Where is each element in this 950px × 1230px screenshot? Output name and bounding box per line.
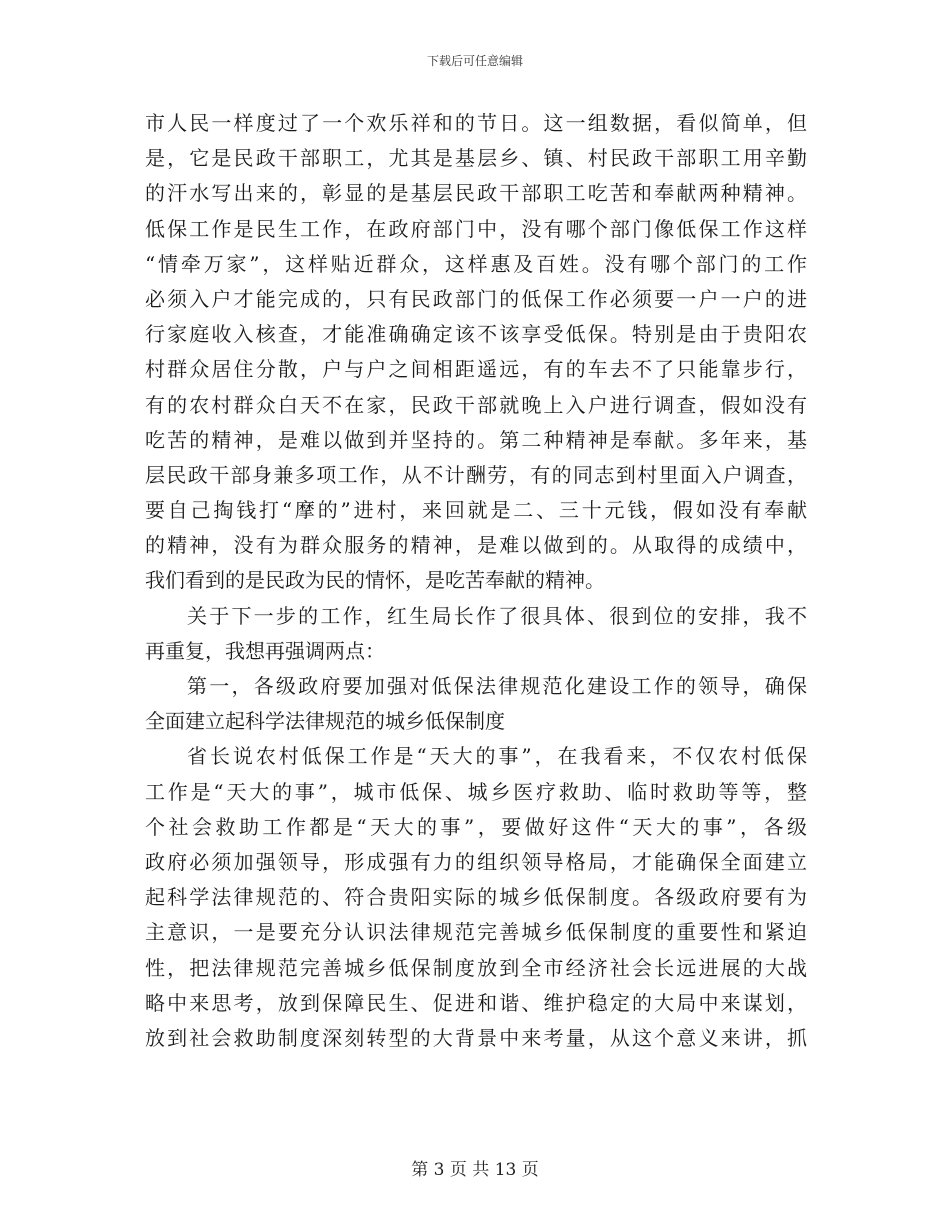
text-line: 行家庭收入核查，才能准确确定该不该享受低保。特别是由于贵阳农	[145, 322, 807, 347]
text-line: 全面建立起科学法律规范的城乡低保制度	[145, 709, 505, 734]
text-line: 低保工作是民生工作，在政府部门中，没有哪个部门像低保工作这样	[145, 216, 807, 241]
text-line: 第一，各级政府要加强对低保法律规范化建设工作的领导，确保	[187, 674, 807, 698]
text-line: 性，把法律规范完善城乡低保制度放到全市经济社会长远进展的大战	[145, 955, 807, 980]
page-header: 下载后可任意编辑	[426, 54, 523, 68]
text-line: 主意识，一是要充分认识法律规范完善城乡低保制度的重要性和紧迫	[145, 920, 807, 945]
text-line: 市人民一样度过了一个欢乐祥和的节日。这一组数据，看似简单，但	[145, 111, 807, 135]
text-line: 略中来思考，放到保障民生、促进和谐、维护稳定的大局中来谋划，	[145, 990, 807, 1015]
text-line: 要自己掏钱打“摩的”进村，来回就是二、三十元钱，假如没有奉献	[145, 498, 807, 523]
text-line: 个社会救助工作都是“天大的事”，要做好这件“天大的事”，各级	[145, 814, 807, 839]
text-line: 的精神，没有为群众服务的精神，是难以做到的。从取得的成绩中，	[145, 533, 807, 558]
text-line: 有的农村群众白天不在家，民政干部就晚上入户进行调查，假如没有	[145, 392, 807, 417]
text-line: 起科学法律规范的、符合贵阳实际的城乡低保制度。各级政府要有为	[145, 885, 807, 910]
text-line: 关于下一步的工作，红生局长作了很具体、很到位的安排，我不	[187, 603, 807, 628]
text-line: 工作是“天大的事”，城市低保、城乡医疗救助、临时救助等等，整	[145, 779, 807, 804]
text-line: 吃苦的精神，是难以做到并坚持的。第二种精神是奉献。多年来，基	[145, 427, 807, 452]
text-line: 再重复，我想再强调两点：	[145, 638, 385, 663]
text-line: 放到社会救助制度深刻转型的大背景中来考量，从这个意义来讲，抓	[145, 1025, 807, 1050]
text-line: 政府必须加强领导，形成强有力的组织领导格局，才能确保全面建立	[145, 849, 807, 874]
text-line: 的汗水写出来的，彰显的是基层民政干部职工吃苦和奉献两种精神。	[145, 181, 807, 206]
text-line: 必须入户才能完成的，只有民政部门的低保工作必须要一户一户的进	[145, 286, 807, 311]
text-line: 村群众居住分散，户与户之间相距遥远，有的车去不了只能靠步行，	[145, 357, 807, 382]
text-line: 是，它是民政干部职工，尤其是基层乡、镇、村民政干部职工用辛勤	[145, 146, 807, 171]
text-line: 层民政干部身兼多项工作，从不计酬劳，有的同志到村里面入户调查，	[145, 462, 807, 487]
page-footer: 第 3 页 共 13 页	[411, 1160, 539, 1180]
document-body	[145, 106, 807, 1056]
text-line: 省长说农村低保工作是“天大的事”，在我看来，不仅农村低保	[187, 744, 807, 769]
text-line: “情牵万家”，这样贴近群众，这样惠及百姓。没有哪个部门的工作	[145, 251, 807, 276]
text-line: 我们看到的是民政为民的情怀，是吃苦奉献的精神。	[145, 568, 605, 593]
